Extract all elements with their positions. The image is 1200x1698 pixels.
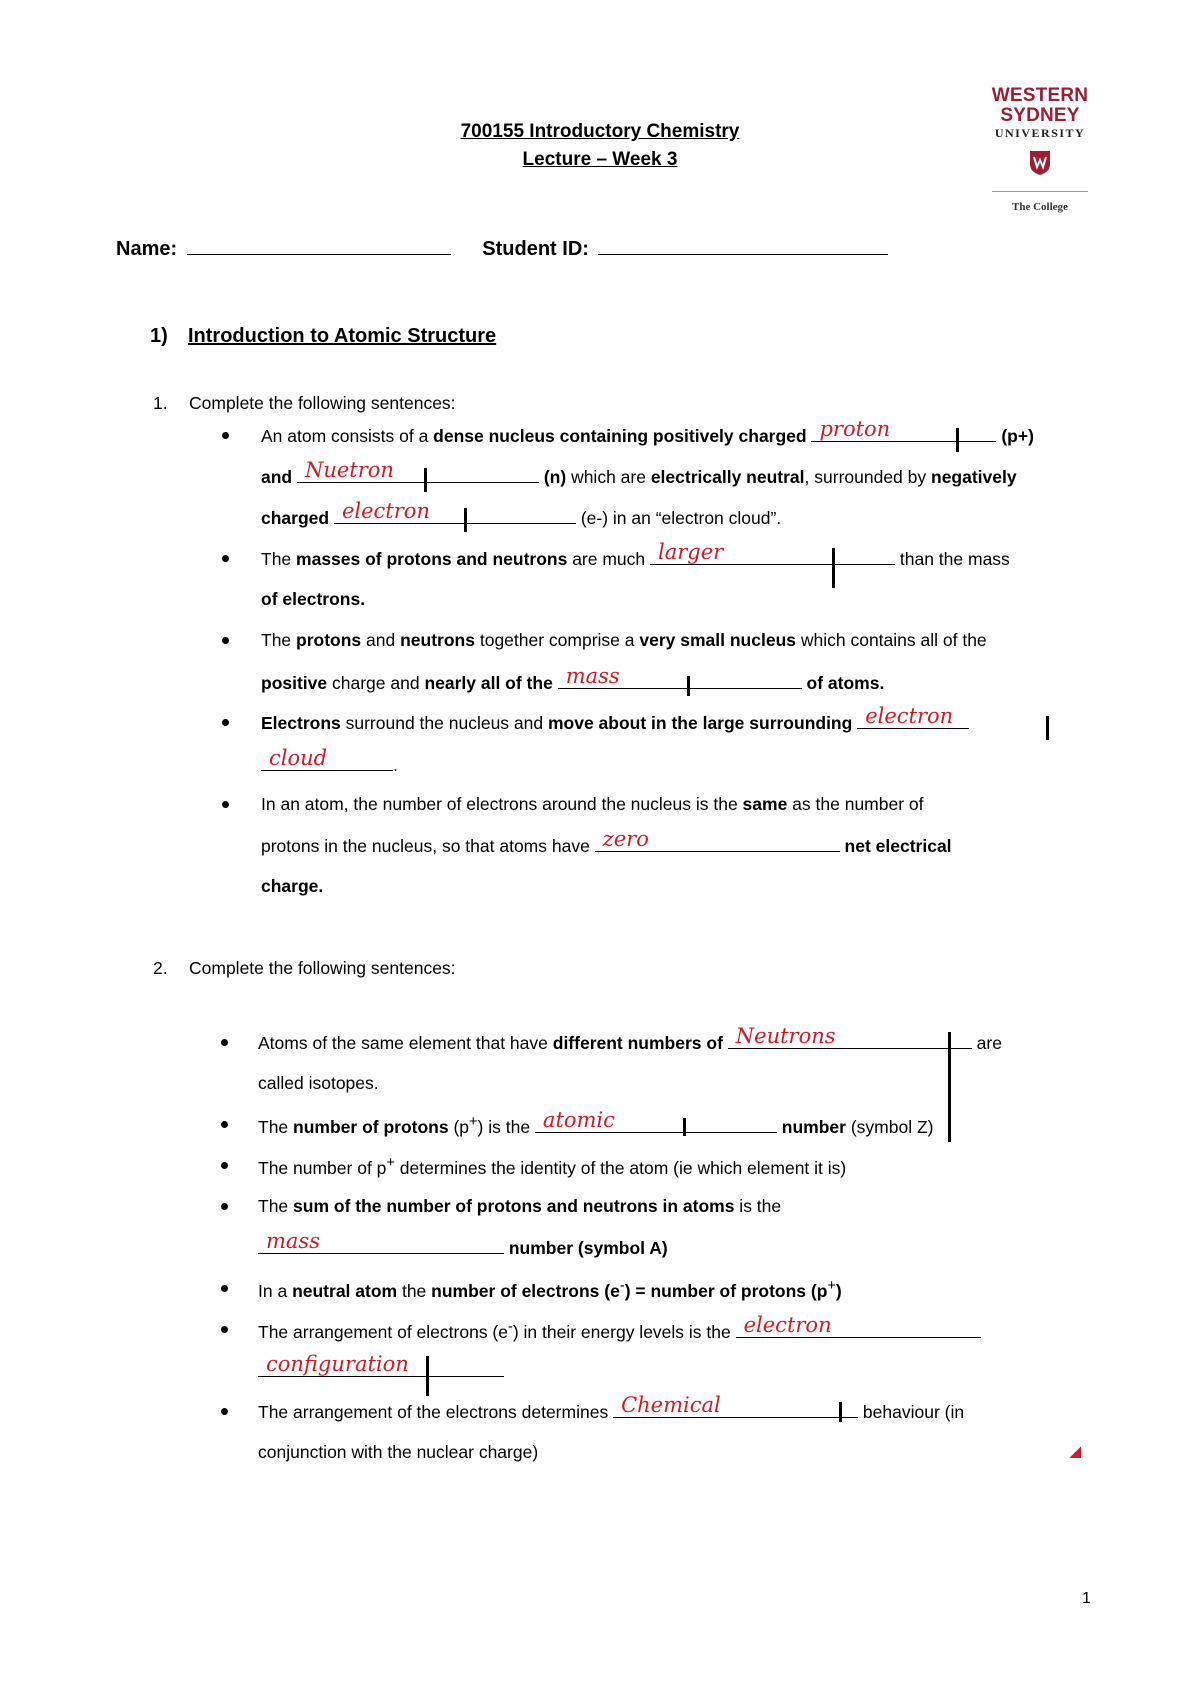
- text: The: [258, 1196, 294, 1216]
- list-item-continuation: [258, 1442, 538, 1463]
- text: as the number of: [787, 794, 924, 814]
- text: The arrangement of the electrons determines: [258, 1402, 614, 1422]
- superscript: +: [386, 1155, 395, 1171]
- bold-text: masses of protons and neutrons: [296, 549, 568, 569]
- handwritten-answer: cloud: [269, 746, 328, 770]
- bold-text: (e: [599, 1280, 620, 1301]
- bold-text: dense nucleus containing positively charged: [433, 426, 807, 446]
- answer-blank[interactable]: [297, 458, 539, 483]
- list-item-continuation: [258, 1352, 504, 1382]
- text: behaviour (in: [858, 1402, 965, 1422]
- bold-text: Electrons: [261, 713, 341, 733]
- text: which are: [566, 467, 651, 487]
- text: the: [397, 1280, 432, 1301]
- text: Atoms of the same element that have: [258, 1033, 553, 1053]
- handwritten-answer: electron: [743, 1312, 832, 1337]
- question-1-heading: [153, 393, 456, 414]
- bold-text: negatively: [931, 467, 1017, 487]
- bullet-icon: [221, 1326, 228, 1333]
- answer-blank[interactable]: [261, 746, 393, 771]
- bold-text: same: [742, 794, 788, 814]
- bold-text: (p+): [996, 426, 1034, 446]
- text: (p: [448, 1116, 470, 1137]
- answer-blank[interactable]: [595, 827, 840, 852]
- bold-text: move about in the large surrounding: [547, 713, 853, 733]
- handwritten-answer: Neutrons: [735, 1024, 836, 1048]
- text: protons in the nucleus, so that atoms have: [261, 836, 595, 856]
- question-number: 1.: [153, 393, 168, 413]
- answer-blank[interactable]: [857, 704, 969, 729]
- section-number: 1): [150, 325, 168, 347]
- superscript: +: [827, 1278, 836, 1294]
- list-item: [261, 794, 924, 815]
- text: ) in their energy levels is the: [512, 1321, 736, 1342]
- text: (symbol Z): [845, 1116, 934, 1137]
- text: is the: [734, 1196, 782, 1216]
- answer-blank[interactable]: [613, 1393, 858, 1418]
- list-item: [258, 1155, 846, 1179]
- bullet-icon: [221, 1162, 228, 1169]
- name-label: Name:: [116, 238, 178, 260]
- course-title: 700155 Introductory Chemistry: [460, 121, 740, 142]
- bold-text: number of protons: [650, 1280, 807, 1301]
- list-item: [258, 1312, 981, 1343]
- bold-text: of electrons.: [261, 589, 366, 609]
- superscript: +: [469, 1114, 478, 1130]
- bold-text: (symbol A): [573, 1238, 668, 1258]
- answer-blank[interactable]: [258, 1352, 504, 1377]
- text: determines the identity of the atom (ie which element it is): [394, 1157, 847, 1178]
- student-id-field[interactable]: [598, 236, 888, 255]
- text: which contains all of the: [796, 630, 987, 650]
- handwritten-answer: mass: [565, 664, 620, 688]
- answer-blank[interactable]: [535, 1107, 777, 1133]
- text: (e-) in an “electron cloud”.: [575, 508, 782, 528]
- list-item: [261, 417, 1034, 447]
- bold-text: protons: [296, 630, 362, 650]
- question-prompt: Complete the following sentences:: [189, 958, 456, 978]
- text-cursor-mark: [424, 468, 427, 492]
- text-cursor-mark: [1046, 716, 1049, 740]
- list-item: [258, 1107, 934, 1138]
- answer-blank[interactable]: [558, 664, 802, 689]
- list-item-continuation: [261, 876, 323, 897]
- list-item: [258, 1196, 781, 1217]
- list-item-continuation: [258, 1073, 379, 1094]
- bullet-icon: [221, 1285, 228, 1292]
- text-cursor-mark: [426, 1356, 429, 1396]
- logo-university-name: WESTERN SYDNEY: [991, 85, 1089, 126]
- answer-blank[interactable]: [650, 540, 895, 565]
- bullet-icon: [221, 1039, 228, 1046]
- stray-pen-mark: ◢: [1070, 1443, 1081, 1459]
- bold-text: (n): [538, 467, 567, 487]
- text: conjunction with the nuclear charge): [258, 1442, 539, 1462]
- text: called isotopes.: [258, 1073, 379, 1093]
- bold-text: net electrical: [839, 836, 952, 856]
- text: In an atom, the number of electrons around the nucleus is the: [261, 794, 743, 814]
- bold-text: number: [781, 1116, 846, 1137]
- bullet-icon: [222, 801, 229, 808]
- bold-text: number of protons: [293, 1116, 449, 1137]
- list-item-continuation: [261, 499, 782, 529]
- text: are: [971, 1033, 1002, 1053]
- list-item-continuation: [261, 746, 398, 776]
- bullet-icon: [221, 1203, 228, 1210]
- question-number: 2.: [153, 958, 168, 978]
- list-item: [258, 1024, 1002, 1054]
- bold-text: and: [261, 467, 297, 487]
- text: than the mass: [895, 549, 1010, 569]
- list-item-continuation: [258, 1229, 668, 1259]
- handwritten-answer: larger: [658, 540, 724, 564]
- question-2-heading: [153, 958, 456, 979]
- list-item-continuation: [261, 589, 365, 610]
- bullet-icon: [222, 432, 229, 439]
- list-item: [261, 630, 987, 651]
- text: The: [261, 630, 297, 650]
- handwritten-answer: proton: [819, 417, 891, 441]
- bold-text: neutrons: [400, 630, 475, 650]
- superscript: -: [508, 1319, 513, 1335]
- bold-text: positive: [261, 673, 328, 693]
- text: .: [393, 755, 398, 775]
- text: surround the nucleus and: [340, 713, 548, 733]
- text: The number of p: [258, 1157, 387, 1178]
- text: and: [361, 630, 401, 650]
- text: The arrangement of electrons (e: [258, 1321, 508, 1342]
- text: ) is the: [477, 1116, 535, 1137]
- text-cursor-mark: [687, 676, 690, 696]
- text-cursor-mark: [956, 428, 959, 452]
- bold-text: different numbers of: [552, 1033, 723, 1053]
- bullet-icon: [222, 637, 229, 644]
- list-item: [261, 704, 969, 734]
- bullet-icon: [222, 719, 229, 726]
- bold-text: very small nucleus: [639, 630, 796, 650]
- text: are much: [567, 549, 651, 569]
- answer-blank[interactable]: [258, 1229, 504, 1254]
- list-item-continuation: [261, 827, 952, 857]
- bold-text: charged: [261, 508, 334, 528]
- handwritten-answer: mass: [266, 1229, 320, 1253]
- bullet-icon: [222, 555, 229, 562]
- text: charge and: [327, 673, 425, 693]
- question-prompt: Complete the following sentences:: [189, 393, 456, 413]
- bold-text: number of electrons: [431, 1280, 600, 1301]
- bullet-icon: [221, 1408, 228, 1415]
- bold-text: nearly all of the: [424, 673, 553, 693]
- list-item-continuation: [261, 664, 885, 694]
- handwritten-answer: Nuetron: [304, 458, 394, 482]
- section-title: Introduction to Atomic Structure: [188, 325, 497, 347]
- handwritten-answer: electron: [865, 704, 954, 728]
- answer-blank[interactable]: [811, 417, 996, 442]
- bold-text: ): [835, 1280, 842, 1301]
- text: In a: [258, 1280, 293, 1301]
- handwritten-answer: zero: [602, 827, 649, 851]
- logo-university-subtitle: UNIVERSITY: [994, 126, 1086, 140]
- page-number: 1: [1082, 1590, 1091, 1607]
- bold-text: ) =: [624, 1280, 651, 1301]
- bold-text: charge.: [261, 876, 324, 896]
- name-field[interactable]: [187, 236, 451, 255]
- section-heading: [150, 325, 496, 348]
- text-cursor-mark: [464, 508, 467, 532]
- text-cursor-mark: [948, 1032, 951, 1142]
- lecture-title: Lecture – Week 3: [522, 149, 678, 170]
- answer-blank[interactable]: [334, 499, 576, 524]
- list-item: [261, 540, 1010, 570]
- answer-blank[interactable]: [736, 1312, 981, 1338]
- student-id-label: Student ID:: [482, 238, 589, 260]
- logo-divider: [992, 191, 1088, 192]
- handwritten-answer: electron: [341, 499, 430, 523]
- bold-text: of atoms.: [801, 673, 885, 693]
- handwritten-answer: Chemical: [621, 1393, 721, 1417]
- bold-text: (p: [806, 1280, 828, 1301]
- answer-blank[interactable]: [728, 1024, 972, 1049]
- bullet-icon: [221, 1121, 228, 1128]
- handwritten-answer: atomic: [542, 1107, 615, 1132]
- handwritten-answer: configuration: [266, 1352, 409, 1376]
- text: , surrounded by: [804, 467, 931, 487]
- list-item: [258, 1278, 842, 1302]
- list-item: [258, 1393, 965, 1423]
- text: together comprise a: [474, 630, 640, 650]
- bold-text: number: [504, 1238, 574, 1258]
- text-cursor-mark: [832, 548, 835, 588]
- text: An atom consists of a: [261, 426, 434, 446]
- text-cursor-mark: [839, 1402, 842, 1422]
- text-cursor-mark: [683, 1118, 686, 1136]
- logo-college-name: The College: [1012, 201, 1068, 213]
- list-item-continuation: [261, 458, 1017, 488]
- text: The: [261, 549, 297, 569]
- text: The: [258, 1116, 294, 1137]
- student-info-row: [116, 236, 888, 261]
- bold-text: electrically neutral: [650, 467, 805, 487]
- bold-text: sum of the number of protons and neutrons in atoms: [293, 1196, 735, 1216]
- bold-text: neutral atom: [292, 1280, 398, 1301]
- superscript: -: [619, 1278, 625, 1294]
